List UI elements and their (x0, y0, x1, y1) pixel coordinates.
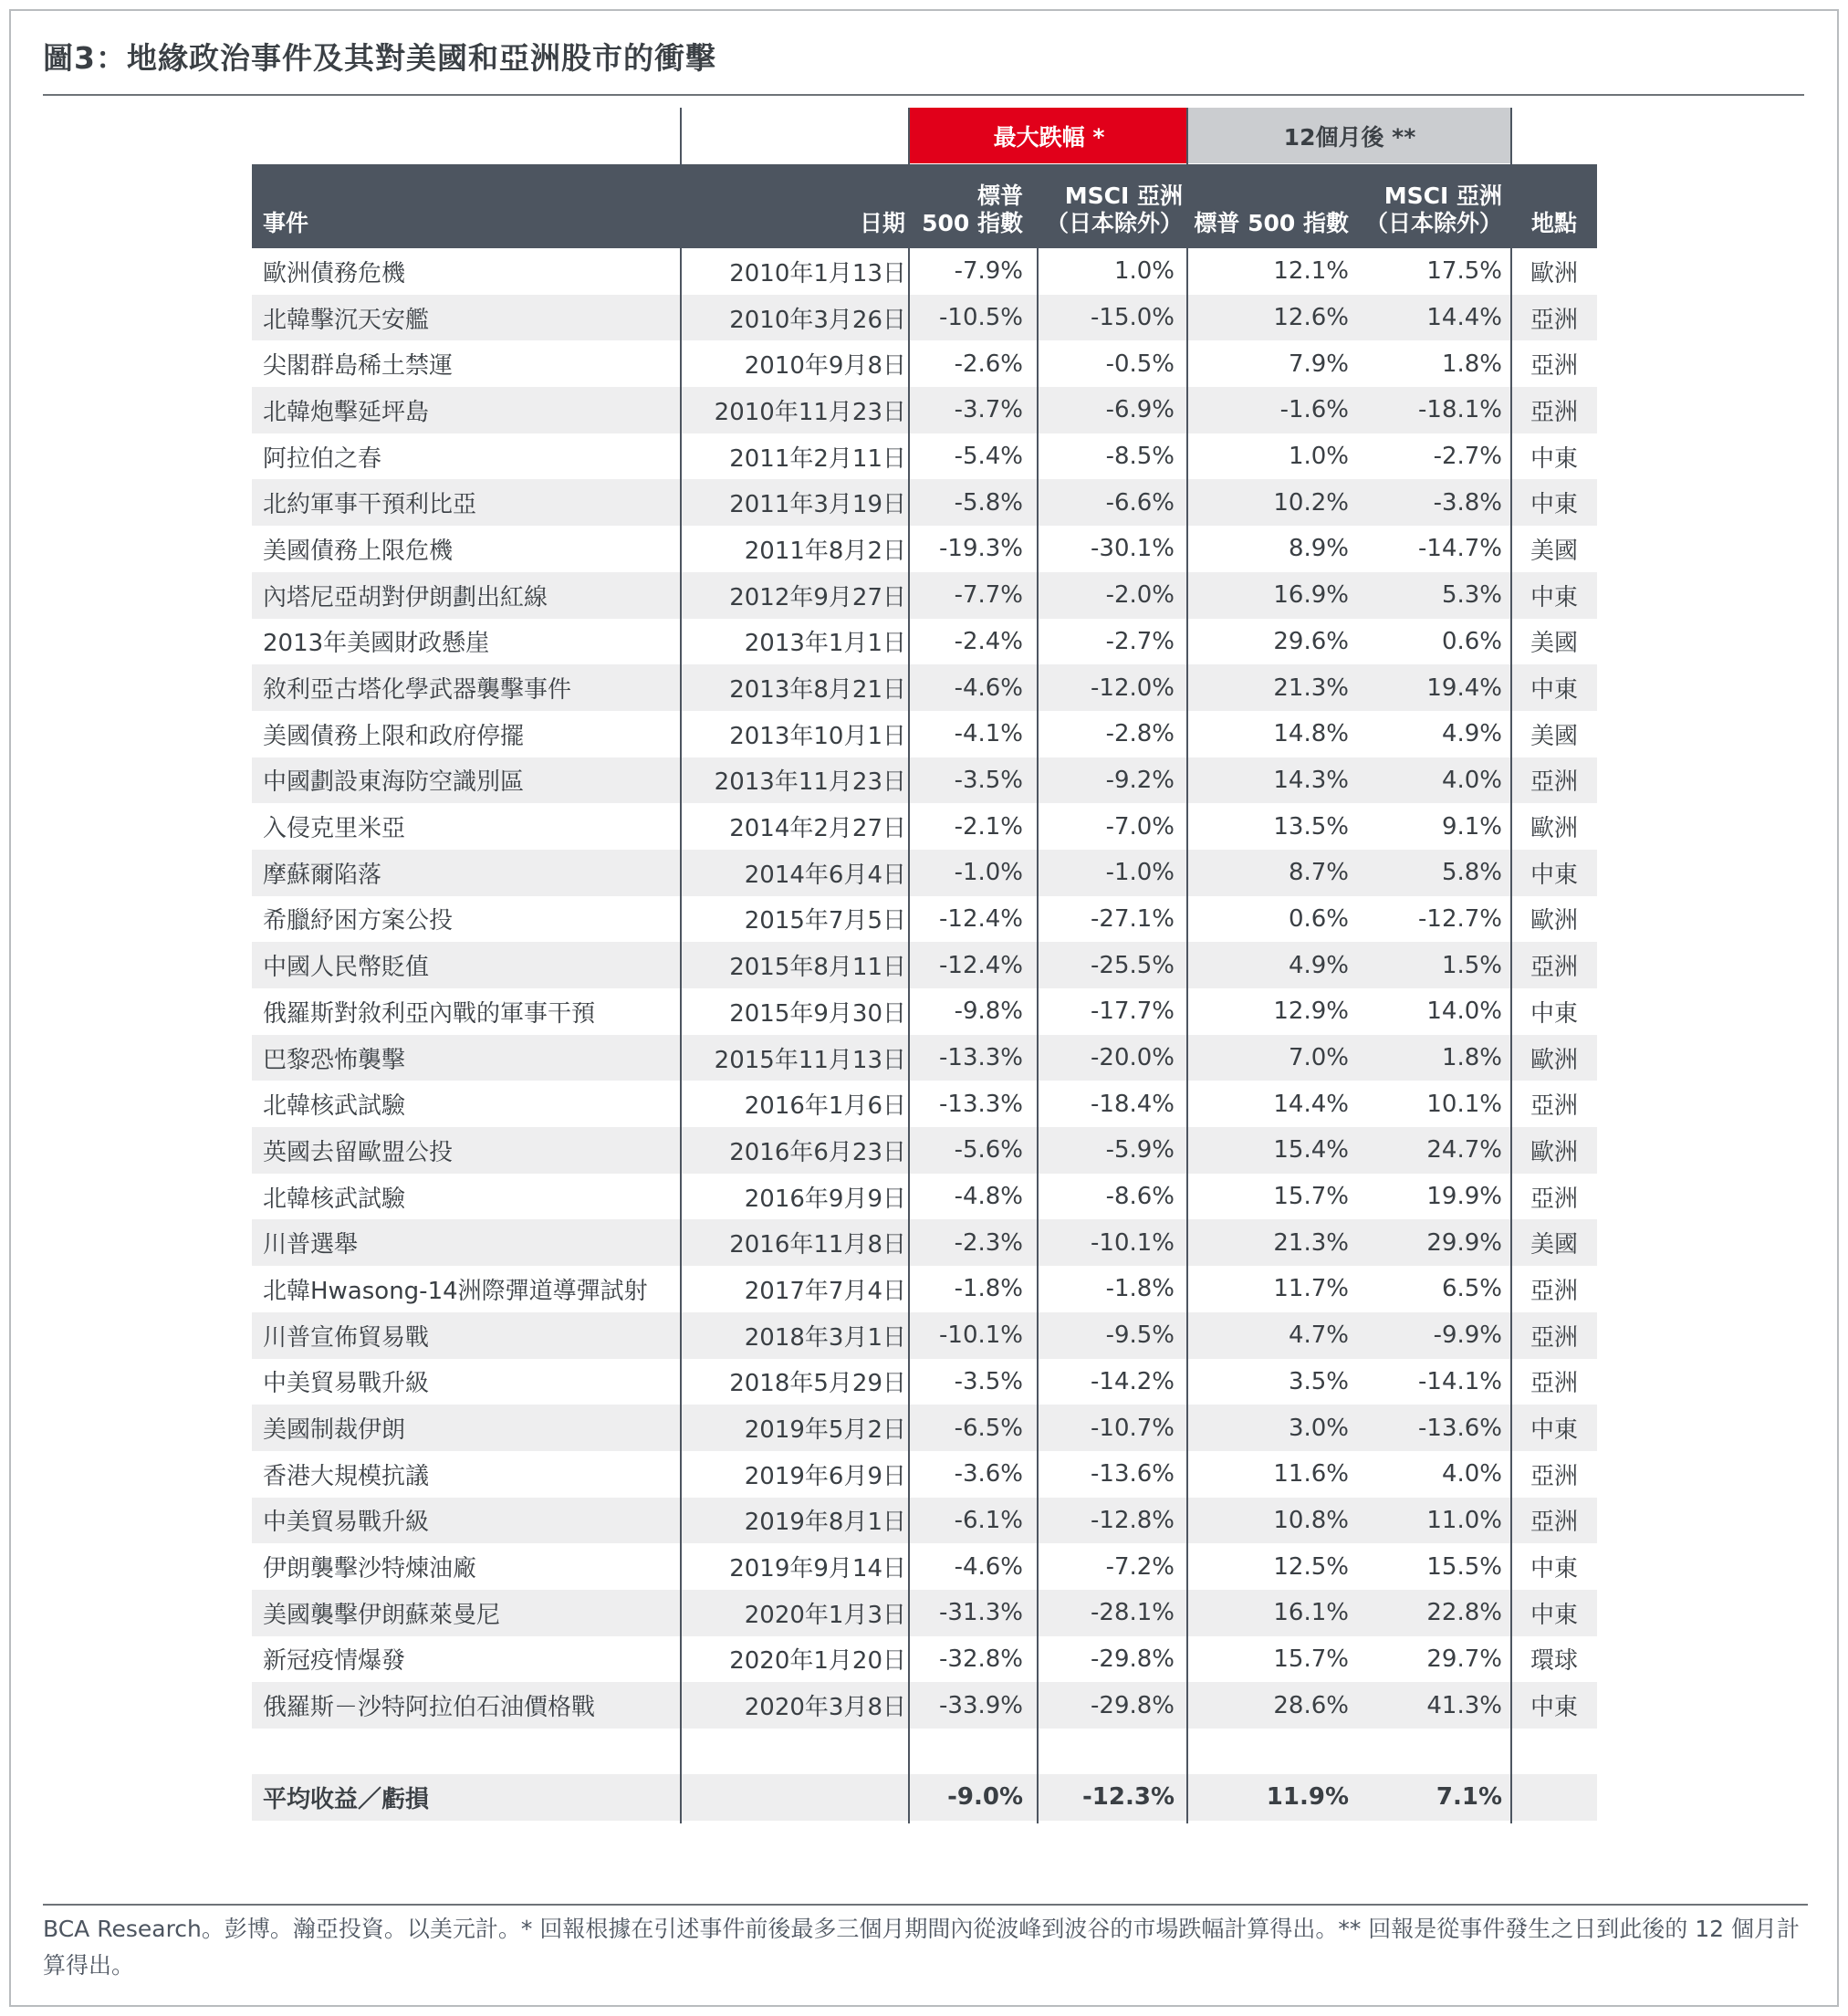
table-row (252, 1312, 1597, 1359)
date-cell: 2011年3月19日 (729, 491, 906, 519)
table-row (252, 757, 1597, 804)
msci-asia-drawdown-cell: -10.1% (1091, 1228, 1175, 1257)
location-cell: 歐洲 (1530, 815, 1578, 843)
location-cell: 中東 (1530, 676, 1578, 705)
sp500-drawdown-cell: -7.7% (954, 581, 1023, 610)
msci-asia-12m-cell: -12.7% (1418, 904, 1502, 933)
group-header-max-drawdown: 最大跌幅 * (910, 108, 1188, 163)
event-cell: 北韓Hwasong-14洲際彈道導彈試射 (263, 1277, 648, 1305)
sp500-12m-cell: 11.7% (1273, 1275, 1349, 1303)
sp500-drawdown-cell: -6.5% (954, 1414, 1023, 1442)
location-cell: 亞洲 (1530, 398, 1578, 426)
date-cell: 2018年3月1日 (744, 1323, 906, 1352)
date-cell: 2018年5月29日 (729, 1370, 906, 1398)
msci-asia-drawdown-cell: -15.0% (1091, 304, 1175, 332)
location-cell: 中東 (1530, 1601, 1578, 1629)
msci-asia-drawdown-cell: -9.5% (1105, 1321, 1175, 1350)
msci-asia-drawdown-cell: -12.0% (1091, 674, 1175, 702)
average-sp500-drawdown: -9.0% (947, 1783, 1023, 1812)
group-header-12-months-after: 12個月後 ** (1188, 108, 1511, 163)
event-cell: 中國劃設東海防空識別區 (263, 768, 525, 797)
table-row (252, 1405, 1597, 1451)
table-row (252, 1543, 1597, 1590)
location-cell: 美國 (1530, 537, 1578, 565)
msci-asia-drawdown-cell: -12.8% (1091, 1506, 1175, 1534)
sp500-12m-cell: 29.6% (1273, 627, 1349, 655)
sp500-12m-cell: 12.1% (1273, 257, 1349, 286)
sp500-drawdown-cell: -2.6% (954, 350, 1023, 378)
event-cell: 新冠疫情爆發 (263, 1647, 406, 1676)
event-cell: 美國債務上限危機 (263, 537, 454, 565)
date-cell: 2020年1月3日 (744, 1601, 906, 1629)
msci-asia-drawdown-cell: -2.0% (1105, 581, 1175, 610)
date-cell: 2015年9月30日 (729, 999, 906, 1028)
location-cell: 亞洲 (1530, 954, 1578, 982)
column-divider (908, 108, 910, 1823)
sp500-drawdown-cell: -4.1% (954, 720, 1023, 748)
location-cell: 亞洲 (1530, 768, 1578, 797)
sp500-drawdown-cell: -19.3% (939, 535, 1023, 563)
event-cell: 北韓核武試驗 (263, 1185, 406, 1213)
sp500-12m-cell: 12.6% (1273, 304, 1349, 332)
event-cell: 中美貿易戰升級 (263, 1370, 430, 1398)
sp500-drawdown-cell: -1.8% (954, 1275, 1023, 1303)
msci-asia-12m-cell: 29.7% (1426, 1645, 1502, 1673)
msci-asia-drawdown-cell: -2.8% (1105, 720, 1175, 748)
msci-asia-12m-cell: 14.0% (1426, 998, 1502, 1026)
msci-asia-drawdown-cell: -8.5% (1105, 443, 1175, 471)
date-cell: 2013年10月1日 (729, 722, 906, 750)
sp500-drawdown-cell: -7.9% (954, 257, 1023, 286)
header-msci-asia-drawdown: MSCI 亞洲 （日本除外） (1045, 183, 1183, 236)
date-cell: 2015年8月11日 (729, 954, 906, 982)
sp500-12m-cell: 4.9% (1288, 951, 1349, 979)
event-cell: 摩蘇爾陷落 (263, 861, 382, 889)
sp500-12m-cell: 10.8% (1273, 1506, 1349, 1534)
date-cell: 2017年7月4日 (744, 1277, 906, 1305)
location-cell: 亞洲 (1530, 1185, 1578, 1213)
location-cell: 亞洲 (1530, 1277, 1578, 1305)
location-cell: 中東 (1530, 999, 1578, 1028)
date-cell: 2015年11月13日 (714, 1046, 906, 1074)
footnote-divider (43, 1904, 1808, 1906)
msci-asia-drawdown-cell: -8.6% (1105, 1183, 1175, 1211)
average-row (252, 1774, 1597, 1821)
table-row (252, 711, 1597, 757)
sp500-12m-cell: 15.4% (1273, 1136, 1349, 1165)
msci-asia-12m-cell: 19.4% (1426, 674, 1502, 702)
event-cell: 俄羅斯－沙特阿拉伯石油價格戰 (263, 1694, 596, 1722)
sp500-12m-cell: 1.0% (1288, 443, 1349, 471)
location-cell: 中東 (1530, 1416, 1578, 1445)
table-row (252, 1081, 1597, 1127)
location-cell: 歐洲 (1530, 907, 1578, 935)
sp500-12m-cell: 4.7% (1288, 1321, 1349, 1350)
event-cell: 英國去留歐盟公投 (263, 1138, 454, 1166)
event-cell: 香港大規模抗議 (263, 1462, 430, 1490)
sp500-12m-cell: 8.9% (1288, 535, 1349, 563)
event-cell: 俄羅斯對敘利亞內戰的軍事干預 (263, 999, 596, 1028)
table-body (252, 248, 1597, 1821)
sp500-drawdown-cell: -13.3% (939, 1090, 1023, 1118)
msci-asia-drawdown-cell: -5.9% (1105, 1136, 1175, 1165)
location-cell: 亞洲 (1530, 306, 1578, 334)
table-row (252, 340, 1597, 387)
date-cell: 2016年9月9日 (744, 1185, 906, 1213)
date-cell: 2020年3月8日 (744, 1694, 906, 1722)
msci-asia-12m-cell: 0.6% (1441, 627, 1502, 655)
header-date: 日期 (859, 210, 905, 236)
column-divider (1037, 164, 1039, 1823)
sp500-drawdown-cell: -31.3% (939, 1599, 1023, 1627)
sp500-drawdown-cell: -32.8% (939, 1645, 1023, 1673)
msci-asia-drawdown-cell: -25.5% (1091, 951, 1175, 979)
table-row (252, 1219, 1597, 1266)
date-cell: 2019年6月9日 (744, 1462, 906, 1490)
average-msci-asia-drawdown: -12.3% (1082, 1783, 1175, 1812)
location-cell: 亞洲 (1530, 352, 1578, 381)
header-event: 事件 (263, 210, 309, 236)
event-cell: 中國人民幣貶值 (263, 954, 430, 982)
location-cell: 中東 (1530, 444, 1578, 473)
msci-asia-12m-cell: 1.8% (1441, 350, 1502, 378)
event-cell: 美國債務上限和政府停擺 (263, 722, 525, 750)
date-cell: 2015年7月5日 (744, 907, 906, 935)
msci-asia-drawdown-cell: -28.1% (1091, 1599, 1175, 1627)
table-row (252, 295, 1597, 341)
column-divider (1186, 108, 1188, 1823)
sp500-drawdown-cell: -2.3% (954, 1228, 1023, 1257)
sp500-12m-cell: 12.9% (1273, 998, 1349, 1026)
msci-asia-12m-cell: 17.5% (1426, 257, 1502, 286)
location-cell: 亞洲 (1530, 1323, 1578, 1352)
msci-asia-12m-cell: 11.0% (1426, 1506, 1502, 1534)
sp500-12m-cell: 13.5% (1273, 812, 1349, 841)
sp500-drawdown-cell: -33.9% (939, 1691, 1023, 1719)
table-row (252, 1498, 1597, 1544)
title-divider (43, 94, 1804, 96)
sp500-drawdown-cell: -10.5% (939, 304, 1023, 332)
msci-asia-12m-cell: 6.5% (1441, 1275, 1502, 1303)
location-cell: 中東 (1530, 583, 1578, 611)
event-cell: 北韓擊沉天安艦 (263, 306, 430, 334)
sp500-drawdown-cell: -2.4% (954, 627, 1023, 655)
table-row (252, 1266, 1597, 1312)
event-cell: 美國襲擊伊朗蘇萊曼尼 (263, 1601, 501, 1629)
msci-asia-12m-cell: -14.1% (1418, 1367, 1502, 1395)
date-cell: 2010年9月8日 (744, 352, 906, 381)
msci-asia-12m-cell: 1.5% (1441, 951, 1502, 979)
date-cell: 2019年8月1日 (744, 1509, 906, 1537)
sp500-12m-cell: -1.6% (1279, 396, 1349, 424)
msci-asia-drawdown-cell: -1.0% (1105, 859, 1175, 887)
sp500-drawdown-cell: -3.5% (954, 1367, 1023, 1395)
sp500-12m-cell: 21.3% (1273, 674, 1349, 702)
table-row (252, 433, 1597, 480)
event-cell: 巴黎恐怖襲擊 (263, 1046, 406, 1074)
msci-asia-drawdown-cell: -10.7% (1091, 1414, 1175, 1442)
msci-asia-drawdown-cell: -20.0% (1091, 1044, 1175, 1072)
table-row (252, 1174, 1597, 1220)
sp500-drawdown-cell: -1.0% (954, 859, 1023, 887)
msci-asia-drawdown-cell: -30.1% (1091, 535, 1175, 563)
msci-asia-12m-cell: -2.7% (1433, 443, 1502, 471)
msci-asia-drawdown-cell: -27.1% (1091, 904, 1175, 933)
sp500-12m-cell: 11.6% (1273, 1460, 1349, 1488)
table-row (252, 572, 1597, 619)
location-cell: 美國 (1530, 722, 1578, 750)
date-cell: 2016年6月23日 (729, 1138, 906, 1166)
date-cell: 2010年11月23日 (714, 398, 906, 426)
column-divider (1510, 108, 1512, 1823)
event-cell: 敘利亞古塔化學武器襲擊事件 (263, 676, 572, 705)
event-cell: 北韓核武試驗 (263, 1092, 406, 1121)
sp500-12m-cell: 3.5% (1288, 1367, 1349, 1395)
msci-asia-12m-cell: 4.9% (1441, 720, 1502, 748)
event-cell: 歐洲債務危機 (263, 259, 406, 287)
event-cell: 尖閣群島稀土禁運 (263, 352, 454, 381)
table-row (252, 1127, 1597, 1174)
table-row (252, 387, 1597, 433)
sp500-12m-cell: 0.6% (1288, 904, 1349, 933)
location-cell: 歐洲 (1530, 259, 1578, 287)
msci-asia-drawdown-cell: -17.7% (1091, 998, 1175, 1026)
msci-asia-drawdown-cell: -7.2% (1105, 1552, 1175, 1581)
table-row (252, 1590, 1597, 1636)
table-row (252, 479, 1597, 526)
date-cell: 2016年11月8日 (729, 1231, 906, 1259)
location-cell: 中東 (1530, 491, 1578, 519)
event-cell: 川普宣佈貿易戰 (263, 1323, 430, 1352)
msci-asia-12m-cell: 29.9% (1426, 1228, 1502, 1257)
sp500-12m-cell: 21.3% (1273, 1228, 1349, 1257)
date-cell: 2012年9月27日 (729, 583, 906, 611)
location-cell: 歐洲 (1530, 1138, 1578, 1166)
table-row (252, 1035, 1597, 1081)
sp500-12m-cell: 7.9% (1288, 350, 1349, 378)
msci-asia-drawdown-cell: -0.5% (1105, 350, 1175, 378)
average-label: 平均收益／虧損 (263, 1785, 430, 1813)
msci-asia-12m-cell: 24.7% (1426, 1136, 1502, 1165)
table-row (252, 248, 1597, 295)
event-cell: 美國制裁伊朗 (263, 1416, 406, 1445)
date-cell: 2014年2月27日 (729, 815, 906, 843)
msci-asia-drawdown-cell: -6.6% (1105, 488, 1175, 517)
table-row (252, 942, 1597, 988)
location-cell: 亞洲 (1530, 1370, 1578, 1398)
sp500-12m-cell: 15.7% (1273, 1183, 1349, 1211)
date-cell: 2011年2月11日 (729, 444, 906, 473)
footnote: BCA Research。彭博。瀚亞投資。以美元計。* 回報根據在引述事件前後最多三個月期間內從波峰到波谷的市場跌幅計算得出。** 回報是從事件發生之日到此後的 12 個月計算得出。 (43, 1916, 1800, 1979)
msci-asia-drawdown-cell: -14.2% (1091, 1367, 1175, 1395)
sp500-drawdown-cell: -5.4% (954, 443, 1023, 471)
date-cell: 2010年1月13日 (729, 259, 906, 287)
event-cell: 希臘紓困方案公投 (263, 907, 454, 935)
sp500-drawdown-cell: -13.3% (939, 1044, 1023, 1072)
msci-asia-12m-cell: 4.0% (1441, 1460, 1502, 1488)
location-cell: 環球 (1530, 1647, 1578, 1676)
sp500-drawdown-cell: -2.1% (954, 812, 1023, 841)
event-cell: 阿拉伯之春 (263, 444, 382, 473)
msci-asia-drawdown-cell: -9.2% (1105, 766, 1175, 794)
sp500-drawdown-cell: -12.4% (939, 951, 1023, 979)
table-column-header (252, 164, 1597, 248)
msci-asia-12m-cell: 41.3% (1426, 1691, 1502, 1719)
sp500-12m-cell: 10.2% (1273, 488, 1349, 517)
msci-asia-12m-cell: 9.1% (1441, 812, 1502, 841)
table-row (252, 803, 1597, 850)
msci-asia-drawdown-cell: 1.0% (1113, 257, 1175, 286)
date-cell: 2011年8月2日 (744, 537, 906, 565)
msci-asia-drawdown-cell: -6.9% (1105, 396, 1175, 424)
msci-asia-drawdown-cell: -1.8% (1105, 1275, 1175, 1303)
msci-asia-drawdown-cell: -18.4% (1091, 1090, 1175, 1118)
sp500-drawdown-cell: -3.6% (954, 1460, 1023, 1488)
table-row (252, 526, 1597, 572)
table-row (252, 1359, 1597, 1405)
location-cell: 亞洲 (1530, 1509, 1578, 1537)
sp500-drawdown-cell: -9.8% (954, 998, 1023, 1026)
header-sp500-drawdown: 標普 500 指數 (922, 183, 1023, 236)
sp500-12m-cell: 8.7% (1288, 859, 1349, 887)
sp500-12m-cell: 28.6% (1273, 1691, 1349, 1719)
sp500-drawdown-cell: -12.4% (939, 904, 1023, 933)
table-row (252, 896, 1597, 943)
date-cell: 2013年1月1日 (744, 630, 906, 658)
msci-asia-12m-cell: 10.1% (1426, 1090, 1502, 1118)
msci-asia-12m-cell: 5.8% (1441, 859, 1502, 887)
event-cell: 2013年美國財政懸崖 (263, 630, 490, 658)
sp500-drawdown-cell: -3.5% (954, 766, 1023, 794)
sp500-12m-cell: 15.7% (1273, 1645, 1349, 1673)
msci-asia-12m-cell: 4.0% (1441, 766, 1502, 794)
sp500-12m-cell: 14.8% (1273, 720, 1349, 748)
event-cell: 北約軍事干預利比亞 (263, 491, 477, 519)
average-msci-asia-12m: 7.1% (1436, 1783, 1502, 1812)
date-cell: 2019年5月2日 (744, 1416, 906, 1445)
date-cell: 2010年3月26日 (729, 306, 906, 334)
location-cell: 歐洲 (1530, 1046, 1578, 1074)
header-msci-asia-12m: MSCI 亞洲 （日本除外） (1364, 183, 1502, 236)
msci-asia-drawdown-cell: -13.6% (1091, 1460, 1175, 1488)
table-row (252, 850, 1597, 896)
sp500-12m-cell: 3.0% (1288, 1414, 1349, 1442)
msci-asia-drawdown-cell: -7.0% (1105, 812, 1175, 841)
sp500-drawdown-cell: -3.7% (954, 396, 1023, 424)
sp500-drawdown-cell: -4.6% (954, 674, 1023, 702)
date-cell: 2014年6月4日 (744, 861, 906, 889)
event-cell: 內塔尼亞胡對伊朗劃出紅線 (263, 583, 548, 611)
msci-asia-drawdown-cell: -29.8% (1091, 1645, 1175, 1673)
msci-asia-12m-cell: 14.4% (1426, 304, 1502, 332)
msci-asia-12m-cell: -9.9% (1433, 1321, 1502, 1350)
msci-asia-12m-cell: -13.6% (1418, 1414, 1502, 1442)
table-row (252, 1636, 1597, 1683)
msci-asia-12m-cell: -14.7% (1418, 535, 1502, 563)
header-sp500-12m: 標普 500 指數 (1194, 210, 1349, 236)
table-row (252, 1682, 1597, 1729)
msci-asia-drawdown-cell: -2.7% (1105, 627, 1175, 655)
sp500-drawdown-cell: -10.1% (939, 1321, 1023, 1350)
sp500-12m-cell: 16.1% (1273, 1599, 1349, 1627)
msci-asia-12m-cell: -3.8% (1433, 488, 1502, 517)
location-cell: 美國 (1530, 630, 1578, 658)
sp500-12m-cell: 16.9% (1273, 581, 1349, 610)
location-cell: 美國 (1530, 1231, 1578, 1259)
msci-asia-12m-cell: 19.9% (1426, 1183, 1502, 1211)
table-row (252, 988, 1597, 1035)
figure-title: 圖3：地緣政治事件及其對美國和亞洲股市的衝擊 (43, 40, 716, 76)
sp500-drawdown-cell: -4.8% (954, 1183, 1023, 1211)
header-location: 地點 (1530, 210, 1577, 236)
msci-asia-drawdown-cell: -29.8% (1091, 1691, 1175, 1719)
location-cell: 亞洲 (1530, 1462, 1578, 1490)
event-cell: 入侵克里米亞 (263, 815, 406, 843)
event-cell: 伊朗襲擊沙特煉油廠 (263, 1555, 477, 1583)
sp500-12m-cell: 7.0% (1288, 1044, 1349, 1072)
event-cell: 川普選舉 (263, 1231, 359, 1259)
sp500-drawdown-cell: -6.1% (954, 1506, 1023, 1534)
column-divider (680, 108, 682, 1823)
msci-asia-12m-cell: -18.1% (1418, 396, 1502, 424)
sp500-12m-cell: 14.3% (1273, 766, 1349, 794)
location-cell: 中東 (1530, 1694, 1578, 1722)
date-cell: 2013年11月23日 (714, 768, 906, 797)
table-row (252, 1451, 1597, 1498)
sp500-12m-cell: 14.4% (1273, 1090, 1349, 1118)
msci-asia-12m-cell: 22.8% (1426, 1599, 1502, 1627)
msci-asia-12m-cell: 1.8% (1441, 1044, 1502, 1072)
event-cell: 北韓炮擊延坪島 (263, 398, 430, 426)
date-cell: 2016年1月6日 (744, 1092, 906, 1121)
date-cell: 2013年8月21日 (729, 676, 906, 705)
date-cell: 2020年1月20日 (729, 1647, 906, 1676)
location-cell: 亞洲 (1530, 1092, 1578, 1121)
table-row (252, 664, 1597, 711)
msci-asia-12m-cell: 5.3% (1441, 581, 1502, 610)
table-row (252, 619, 1597, 665)
sp500-drawdown-cell: -4.6% (954, 1552, 1023, 1581)
average-sp500-12m: 11.9% (1266, 1783, 1349, 1812)
msci-asia-12m-cell: 15.5% (1426, 1552, 1502, 1581)
location-cell: 中東 (1530, 861, 1578, 889)
date-cell: 2019年9月14日 (729, 1555, 906, 1583)
location-cell: 中東 (1530, 1555, 1578, 1583)
spacer-row (252, 1729, 1597, 1774)
sp500-drawdown-cell: -5.6% (954, 1136, 1023, 1165)
sp500-drawdown-cell: -5.8% (954, 488, 1023, 517)
event-cell: 中美貿易戰升級 (263, 1509, 430, 1537)
sp500-12m-cell: 12.5% (1273, 1552, 1349, 1581)
